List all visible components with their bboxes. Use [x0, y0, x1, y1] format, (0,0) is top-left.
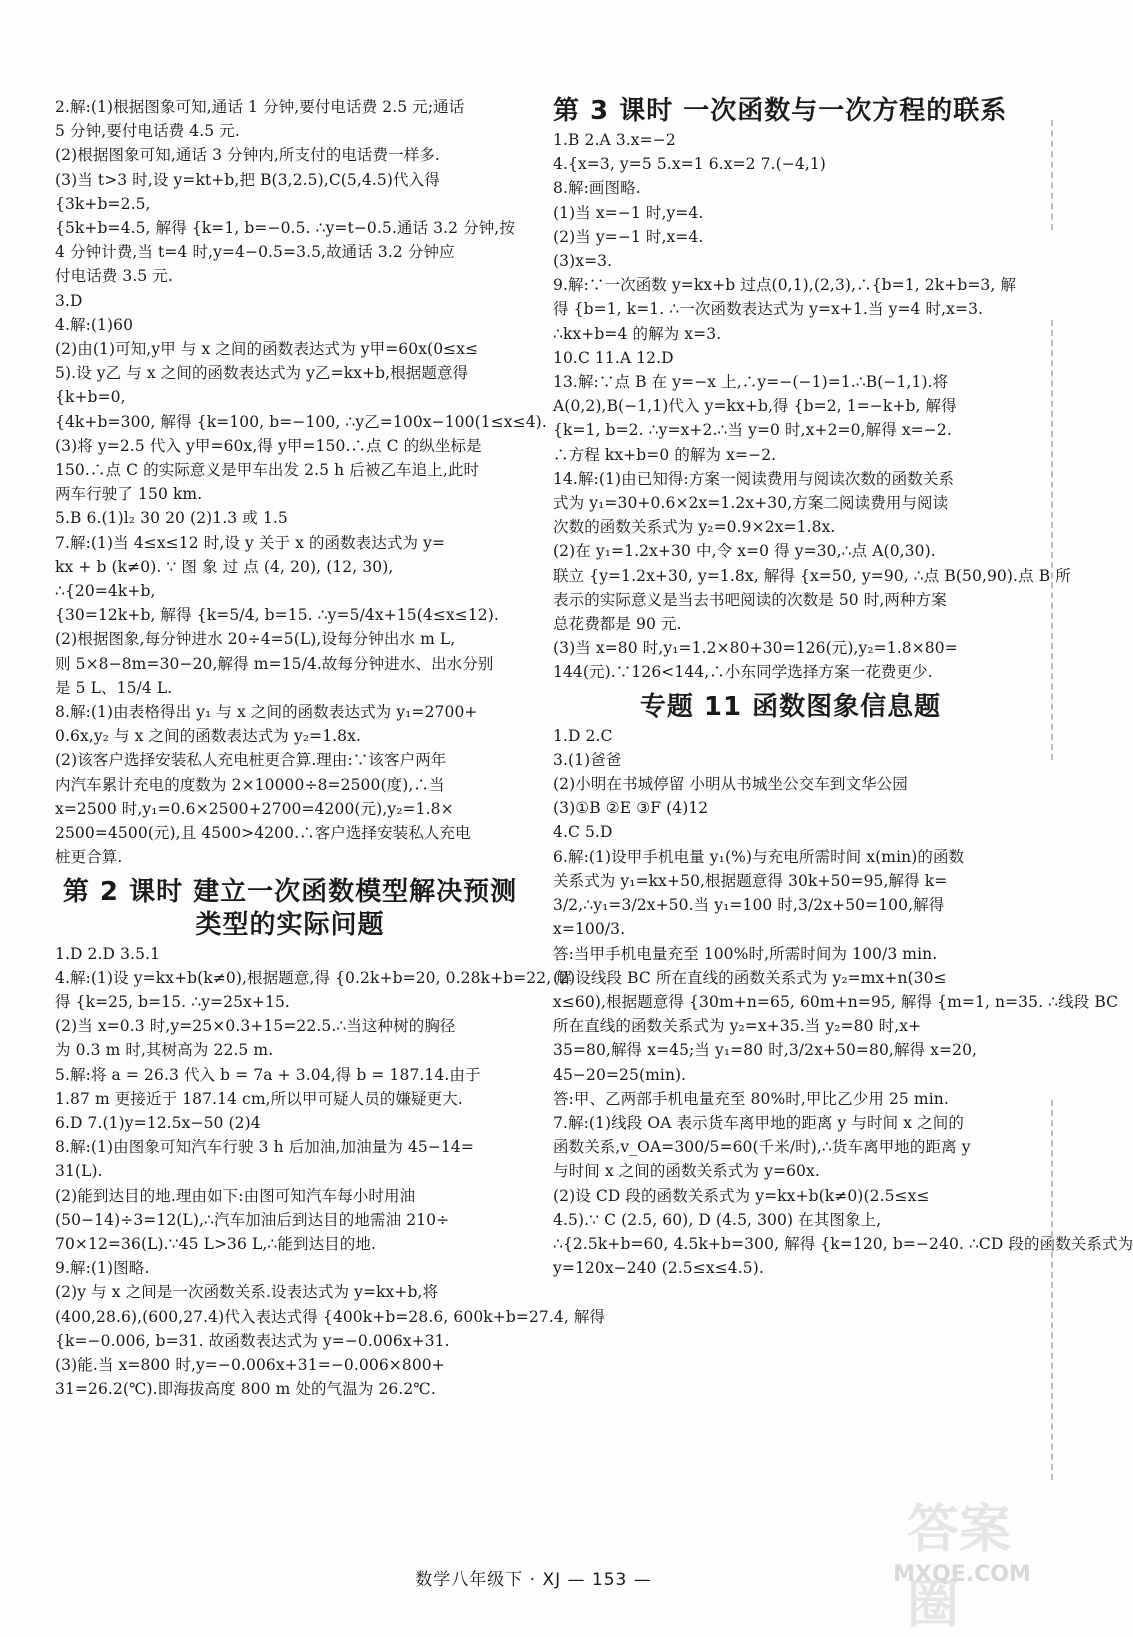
answer-line: (2)当 y=−1 时,x=4. [553, 227, 704, 246]
answer-line: (3)当 t>3 时,设 y=kt+b,把 B(3,2.5),C(5,4.5)代入得 [55, 170, 440, 189]
answer-line: 31(L). [55, 1162, 103, 1181]
lesson3-title: 第 3 课时 一次函数与一次方程的联系 [553, 96, 1008, 126]
answer-line: 所在直线的函数关系式为 y₂=x+35.当 y₂=80 时,x+ [553, 1017, 922, 1036]
answer-line: 5).设 y乙 与 x 之间的函数表达式为 y乙=kx+b,根据题意得 [55, 364, 469, 383]
answer-line: 为 0.3 m 时,其树高为 22.5 m. [55, 1041, 274, 1060]
answer-line: x=2500 时,y₁=0.6×2500+2700=4200(元),y₂=1.8× [55, 799, 454, 818]
answer-line: (2)该客户选择安装私人充电桩更合算.理由:∵该客户两年 [55, 751, 447, 770]
answer-line: (2)能到达目的地.理由如下:由图可知汽车每小时用油 [55, 1186, 416, 1205]
answer-line: 表示的实际意义是当去书吧阅读的次数是 50 时,两种方案 [553, 590, 947, 609]
answer-line: (400,28.6),(600,27.4)代入表达式得 {400k+b=28.6, 600k+b=27.4, 解得 [55, 1307, 606, 1326]
answer-line: x≤60),根据题意得 {30m+n=65, 60m+n=95, 解得 {m=1, n=35. ∴线段 BC [553, 992, 1119, 1011]
answer-line: 2500=4500(元),且 4500>4200.∴客户选择安装私人充电 [55, 824, 471, 843]
answer-line: 4.解:(1)60 [55, 315, 134, 334]
right-column [553, 95, 1133, 1280]
answer-line: 1.B 2.A 3.x=−2 [553, 131, 676, 149]
answer-line: {4k+b=300, 解得 {k=100, b=−100, ∴y乙=100x−100(1≤x≤4). [55, 412, 547, 431]
answer-line: 联立 {y=1.2x+30, y=1.8x, 解得 {x=50, y=90, ∴点 B(50,90).点 B 所 [553, 566, 1071, 585]
answer-line: 4.C 5.D [553, 823, 613, 842]
margin-cut-line-1 [1049, 120, 1053, 230]
answer-line: 3/2,∴y₁=3/2x+50.当 y₁=100 时,3/2x+50=100,解得 [553, 896, 945, 915]
answer-line: 8.解:(1)由图象可知汽车行驶 3 h 后加油,加油量为 45−14= [55, 1138, 474, 1157]
answer-line: 144(元).∵126<144,∴小东同学选择方案一花费更少. [553, 663, 933, 682]
answer-line: 70×12=36(L).∵45 L>36 L,∴能到达目的地. [55, 1234, 377, 1253]
answer-line: {5k+b=4.5, 解得 {k=1, b=−0.5. ∴y=t−0.5.通话 3.2 分钟,按 [55, 219, 515, 238]
answer-line: 1.D 2.D 3.5.1 [55, 944, 161, 963]
answer-line: kx + b (k≠0). ∵ 图 象 过 点 (4, 20), (12, 30), [55, 557, 394, 576]
watermark [887, 1485, 1037, 1635]
answer-line: 6.D 7.(1)y=12.5x−50 (2)4 [55, 1113, 261, 1132]
watermark-logo-icon: 答案圈 [907, 1500, 1012, 1635]
answer-line: 2.解:(1)根据图象可知,通话 1 分钟,要付电话费 2.5 元;通话 [55, 98, 465, 116]
answer-line: 1.D 2.C [553, 726, 613, 745]
answer-line: 10.C 11.A 12.D [553, 348, 674, 367]
answer-line: 答:甲、乙两部手机电量充至 80%时,甲比乙少用 25 min. [553, 1089, 949, 1108]
answer-line: (3)x=3. [553, 252, 613, 271]
answer-line: (2)设线段 BC 所在直线的函数关系式为 y₂=mx+n(30≤ [553, 968, 947, 987]
answer-line: 4.解:(1)设 y=kx+b(k≠0),根据题意,得 {0.2k+b=20, 0.28k+b=22, 解 [55, 968, 572, 987]
answer-line: 45−20=25(min). [553, 1065, 687, 1084]
answer-line: 付电话费 3.5 元. [55, 267, 174, 286]
answer-line: 8.解:画图略. [553, 179, 641, 198]
answer-line: (2)小明在书城停留 小明从书城坐公交车到文华公园 [553, 775, 908, 794]
answer-line: 4.{x=3, y=5 5.x=1 6.x=2 7.(−4,1) [553, 155, 826, 174]
answer-line: 函数关系,v_OA=300/5=60(千米/时),∴货车离甲地的距离 y [553, 1138, 971, 1157]
answer-line: 答:当甲手机电量充至 100%时,所需时间为 100/3 min. [553, 944, 938, 963]
answer-line: {3k+b=2.5, [55, 194, 151, 213]
answer-line: 与时间 x 之间的函数关系式为 y=60x. [553, 1162, 820, 1181]
answer-line: {k+b=0, [55, 388, 126, 407]
answer-line: y=120x−240 (2.5≤x≤4.5). [553, 1259, 764, 1278]
answer-line: 6.解:(1)设甲手机电量 y₁(%)与充电所需时间 x(min)的函数 [553, 847, 965, 866]
answer-line: 7.解:(1)当 4≤x≤12 时,设 y 关于 x 的函数表达式为 y= [55, 533, 446, 552]
margin-cut-line-2 [1049, 320, 1053, 760]
answer-line: ∴方程 kx+b=0 的解为 x=−2. [553, 445, 777, 464]
left-answers-block-1 [55, 95, 547, 870]
answer-line: ∴kx+b=4 的解为 x=3. [553, 324, 722, 343]
lesson2-title-line2: 类型的实际问题 [195, 909, 385, 940]
answer-line: {30=12k+b, 解得 {k=5/4, b=15. ∴y=5/4x+15(4≤x≤12). [55, 606, 499, 625]
answer-line: 7.解:(1)线段 OA 表示货车离甲地的距离 y 与时间 x 之间的 [553, 1113, 964, 1132]
answer-line: (2)设 CD 段的函数关系式为 y=kx+b(k≠0)(2.5≤x≤ [553, 1186, 930, 1205]
answer-line: {k=1, b=2. ∴y=x+2.∴当 y=0 时,x+2=0,解得 x=−2. [553, 421, 952, 440]
answer-line: (2)根据图象,每分钟进水 20÷4=5(L),设每分钟出水 m L, [55, 630, 456, 649]
answer-line: 9.解:(1)图略. [55, 1259, 150, 1278]
answer-line: 5.B 6.(1)l₂ 30 20 (2)1.3 或 1.5 [55, 509, 288, 528]
lesson2-title-line1: 第 2 课时 建立一次函数模型解决预测 [62, 876, 518, 907]
answer-line: 式为 y₁=30+0.6×2x=1.2x+30,方案二阅读费用与阅读 [553, 494, 949, 513]
answer-line: 是 5 L、15/4 L. [55, 678, 173, 697]
answer-line: 5 分钟,要付电话费 4.5 元. [55, 122, 240, 141]
answer-line: 31=26.2(℃).即海拔高度 800 m 处的气温为 26.2℃. [55, 1380, 436, 1399]
answer-line: (2)在 y₁=1.2x+30 中,令 x=0 得 y=30,∴点 A(0,30). [553, 542, 936, 561]
answer-line: 关系式为 y₁=kx+50,根据题意得 30k+50=95,解得 k= [553, 871, 948, 890]
answer-line: (1)当 x=−1 时,y=4. [553, 203, 704, 222]
answer-line: 内汽车累计充电的度数为 2×10000÷8=2500(度),∴当 [55, 775, 445, 794]
answer-line: (2)由(1)可知,y甲 与 x 之间的函数表达式为 y甲=60x(0≤x≤ [55, 340, 479, 359]
answer-line: (3)将 y=2.5 代入 y甲=60x,得 y甲=150.∴点 C 的纵坐标是 [55, 436, 482, 455]
answer-line: (2)根据图象可知,通话 3 分钟内,所支付的电话费一样多. [55, 146, 440, 165]
answer-line: 3.(1)爸爸 [553, 750, 622, 769]
answer-line: 13.解:∵点 B 在 y=−x 上,∴y=−(−1)=1.∴B(−1,1).将 [553, 373, 949, 392]
answer-line: 得 {k=25, b=15. ∴y=25x+15. [55, 992, 290, 1011]
answer-line: (2)当 x=0.3 时,y=25×0.3+15=22.5.∴当这种树的胸径 [55, 1017, 456, 1036]
answer-line: 5.解:将 a = 26.3 代入 b = 7a + 3.04,得 b = 187.14.由于 [55, 1065, 481, 1084]
answer-line: 35=80,解得 x=45;当 y₁=80 时,3/2x+50=80,解得 x=20, [553, 1041, 978, 1060]
right-answers-block-2 [553, 724, 1133, 1281]
answer-line: 桩更合算. [55, 848, 123, 867]
answer-line: x=100/3. [553, 920, 626, 939]
answer-line: 两车行驶了 150 km. [55, 485, 203, 504]
answer-line: {k=−0.006, b=31. 故函数表达式为 y=−0.006x+31. [55, 1331, 450, 1350]
answer-line: 9.解:∵一次函数 y=kx+b 过点(0,1),(2,3),∴{b=1, 2k+b=3, 解 [553, 276, 1017, 295]
answer-line: 0.6x,y₂ 与 x 之间的函数表达式为 y₂=1.8x. [55, 727, 362, 746]
answer-line: ∴{2.5k+b=60, 4.5k+b=300, 解得 {k=120, b=−240. ∴CD 段的函数关系式为 [553, 1234, 1133, 1253]
answer-line: (3)当 x=80 时,y₁=1.2×80+30=126(元),y₂=1.8×80= [553, 639, 958, 658]
answer-line: 1.87 m 更接近于 187.14 cm,所以甲可疑人员的嫌疑更大. [55, 1089, 463, 1108]
answer-line: (50−14)÷3=12(L),∴汽车加油后到达目的地需油 210÷ [55, 1210, 450, 1229]
answer-line: 4.5).∵ C (2.5, 60), D (4.5, 300) 在其图象上, [553, 1210, 882, 1229]
answer-line: (3)①B ②E ③F (4)12 [553, 799, 709, 818]
answer-line: 得 {b=1, k=1. ∴一次函数表达式为 y=x+1.当 y=4 时,x=3. [553, 300, 984, 319]
answer-line: 150.∴点 C 的实际意义是甲车出发 2.5 h 后被乙车追上,此时 [55, 461, 480, 480]
page-footer: 数学八年级下 · XJ — 153 — [415, 1570, 652, 1590]
answer-line: 3.D [55, 291, 83, 310]
right-answers-block-1 [553, 128, 1071, 685]
answer-line: (2)y 与 x 之间是一次函数关系.设表达式为 y=kx+b,将 [55, 1283, 439, 1302]
answer-line: 14.解:(1)由已知得:方案一阅读费用与阅读次数的函数关系 [553, 469, 955, 488]
answer-line: 总花费都是 90 元. [553, 615, 682, 634]
answer-line: 4 分钟计费,当 t=4 时,y=4−0.5=3.5,故通话 3.2 分钟应 [55, 243, 455, 262]
answer-line: 次数的函数关系式为 y₂=0.9×2x=1.8x. [553, 518, 836, 537]
watermark-text: MXQE.COM [893, 1562, 1031, 1587]
left-answers-block-2 [55, 942, 606, 1402]
margin-cut-line-3 [1049, 1100, 1053, 1480]
answer-line: A(0,2),B(−1,1)代入 y=kx+b,得 {b=2, 1=−k+b, 解得 [553, 397, 957, 416]
answer-line: 8.解:(1)由表格得出 y₁ 与 x 之间的函数表达式为 y₁=2700+ [55, 703, 478, 722]
answer-line: ∴{20=4k+b, [55, 582, 156, 601]
answer-line: 则 5×8−8m=30−20,解得 m=15/4.故每分钟进水、出水分别 [55, 654, 494, 673]
topic11-title: 专题 11 函数图象信息题 [639, 691, 942, 722]
answer-line: (3)能.当 x=800 时,y=−0.006x+31=−0.006×800+ [55, 1355, 445, 1374]
